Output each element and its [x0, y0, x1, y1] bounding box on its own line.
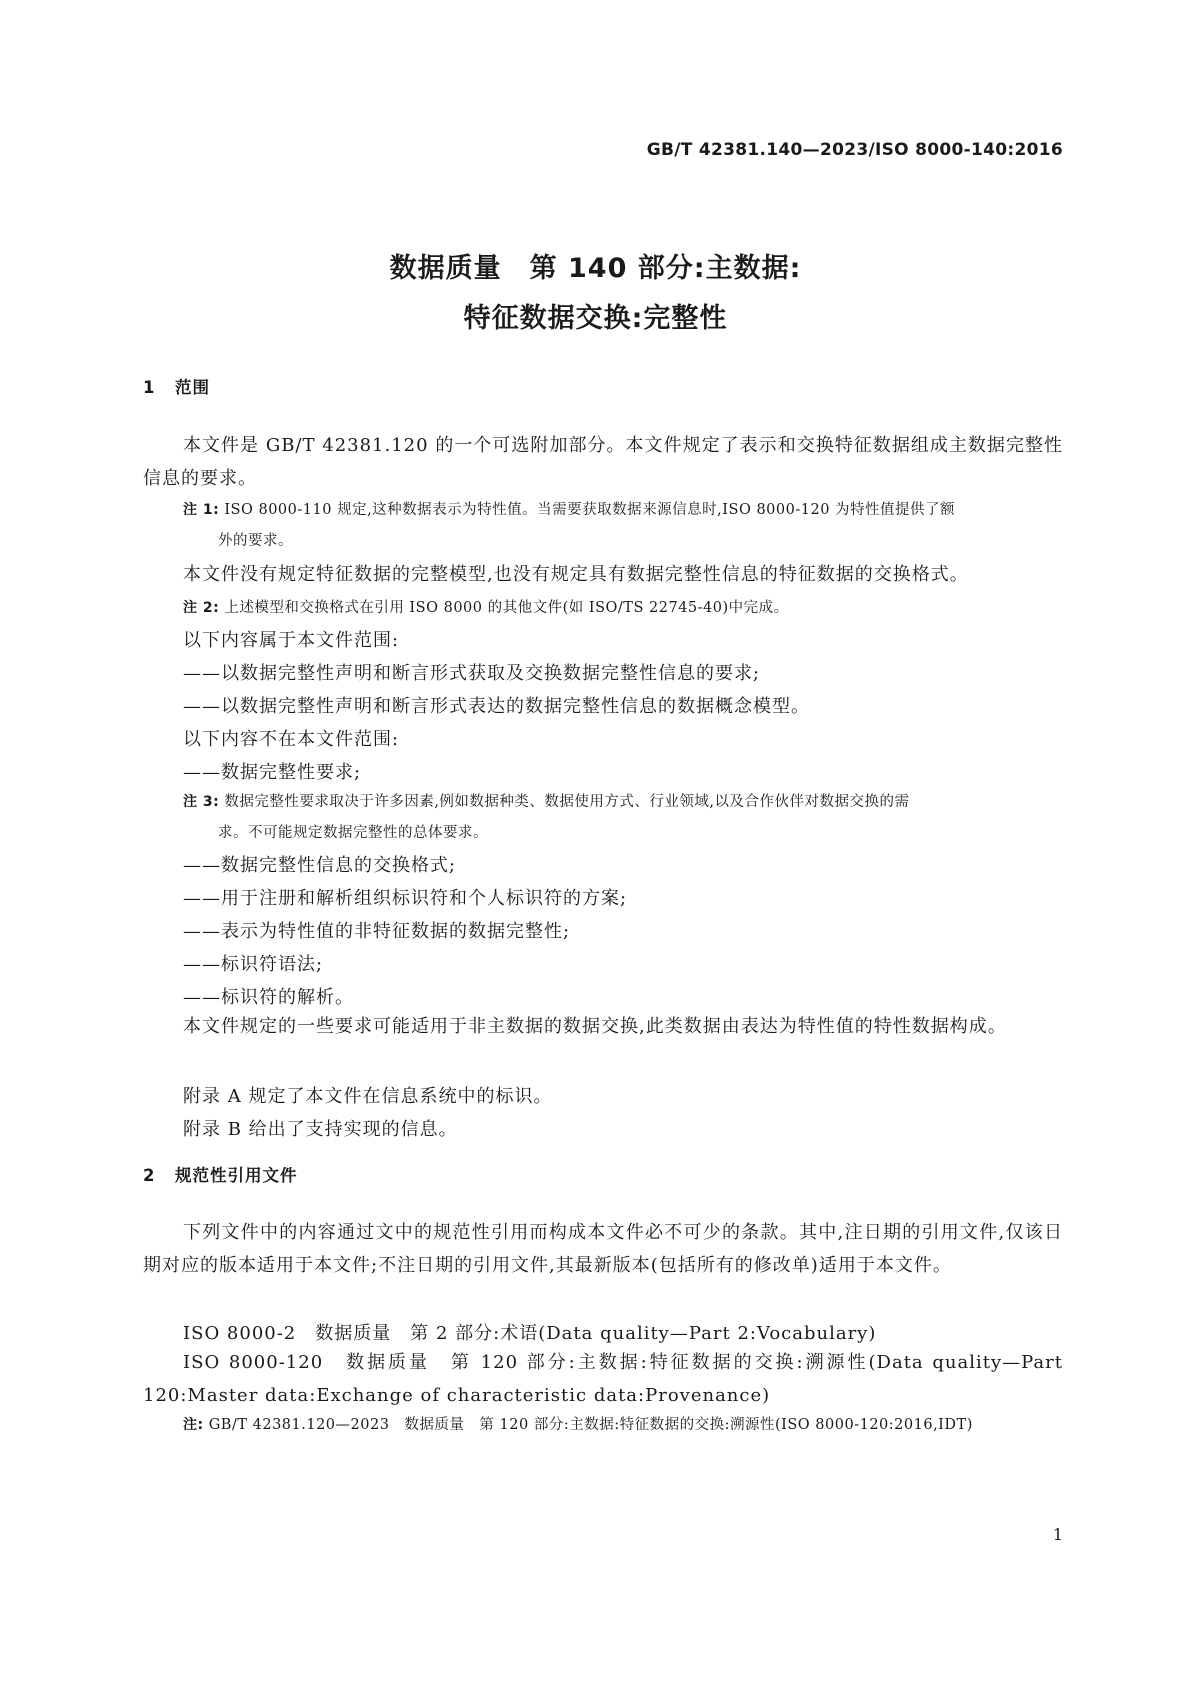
section-2-paragraph-1: 下列文件中的内容通过文中的规范性引用而构成本文件必不可少的条款。其中,注日期的引用文件,仅该日期对应的版本适用于本文件;不注日期的引用文件,其最新版本(包括所有的修改单)适用于本文件。 — [143, 1222, 1063, 1276]
out-scope-item-4: ——表示为特性值的非特征数据的数据完整性; — [183, 921, 571, 942]
note-3-text-a: 数据完整性要求取决于许多因素,例如数据种类、数据使用方式、行业领域,以及合作伙伴对数据交换的需 — [224, 794, 910, 810]
out-scope-item-3: ——用于注册和解析组织标识符和个人标识符的方案; — [183, 888, 628, 909]
in-scope-item-2: ——以数据完整性声明和断言形式表达的数据完整性信息的数据概念模型。 — [183, 696, 810, 717]
note-2-text: 上述模型和交换格式在引用 ISO 8000 的其他文件(如 ISO/TS 22745-40)中完成。 — [224, 600, 789, 616]
section-1-paragraph-1: 本文件是 GB/T 42381.120 的一个可选附加部分。本文件规定了表示和交换特征数据组成主数据完整性信息的要求。 — [143, 435, 1063, 489]
in-scope-item-1: ——以数据完整性声明和断言形式获取及交换数据完整性信息的要求; — [183, 663, 761, 684]
note-1 — [183, 495, 1063, 557]
reference-iso-8000-2: ISO 8000-2 数据质量 第 2 部分:术语(Data quality—Part 2:Vocabulary) — [183, 1323, 877, 1344]
out-scope-intro: 以下内容不在本文件范围: — [183, 729, 400, 750]
note-1-text-a: ISO 8000-110 规定,这种数据表示为特性值。当需要获取数据来源信息时,ISO 8000-120 为特性值提供了额 — [224, 502, 956, 518]
section-2-note-label: 注: — [183, 1417, 204, 1433]
section-1-number: 1 — [143, 378, 156, 397]
section-1-title: 范围 — [175, 378, 210, 397]
out-scope-item-6: ——标识符的解析。 — [183, 987, 354, 1008]
out-scope-item-1: ——数据完整性要求; — [183, 762, 362, 783]
title-line-2: 特征数据交换:完整性 — [463, 303, 728, 334]
reference-iso-8000-120: ISO 8000-120 数据质量 第 120 部分:主数据:特征数据的交换:溯源性(Data quality—Part 120:Master data:Exchange of characteristic data:Provenance) — [143, 1352, 1063, 1406]
note-3-text-b: 求。不可能规定数据完整性的总体要求。 — [218, 825, 488, 841]
section-2-note-text: GB/T 42381.120—2023 数据质量 第 120 部分:主数据:特征数据的交换:溯源性(ISO 8000-120:2016,IDT) — [208, 1417, 973, 1433]
section-1-paragraph-5: 附录 B 给出了支持实现的信息。 — [183, 1119, 458, 1140]
in-scope-intro: 以下内容属于本文件范围: — [183, 630, 400, 651]
out-scope-item-5: ——标识符语法; — [183, 954, 324, 975]
page-number: 1 — [1052, 1525, 1063, 1544]
note-1-text-b: 外的要求。 — [218, 533, 293, 549]
note-2-label: 注 2: — [183, 600, 220, 616]
section-2-number: 2 — [143, 1166, 156, 1185]
title-line-1: 数据质量 第 140 部分:主数据: — [389, 253, 802, 284]
section-1-paragraph-4: 附录 A 规定了本文件在信息系统中的标识。 — [183, 1086, 553, 1107]
section-2-note — [183, 1410, 1063, 1441]
standard-code: GB/T 42381.140—2023/ISO 8000-140:2016 — [646, 140, 1063, 160]
note-3 — [183, 787, 1063, 849]
out-scope-item-2: ——数据完整性信息的交换格式; — [183, 855, 457, 876]
section-2-title: 规范性引用文件 — [175, 1166, 298, 1185]
document-title — [0, 244, 1191, 344]
section-2-heading — [143, 1162, 298, 1186]
section-1-paragraph-3: 本文件规定的一些要求可能适用于非主数据的数据交换,此类数据由表达为特性值的特性数据构成。 — [183, 1016, 1007, 1037]
section-1-paragraph-2: 本文件没有规定特征数据的完整模型,也没有规定具有数据完整性信息的特征数据的交换格式。 — [183, 564, 969, 585]
note-1-label: 注 1: — [183, 502, 220, 518]
section-1-heading — [143, 374, 210, 398]
note-3-label: 注 3: — [183, 794, 220, 810]
note-2 — [183, 593, 1063, 624]
